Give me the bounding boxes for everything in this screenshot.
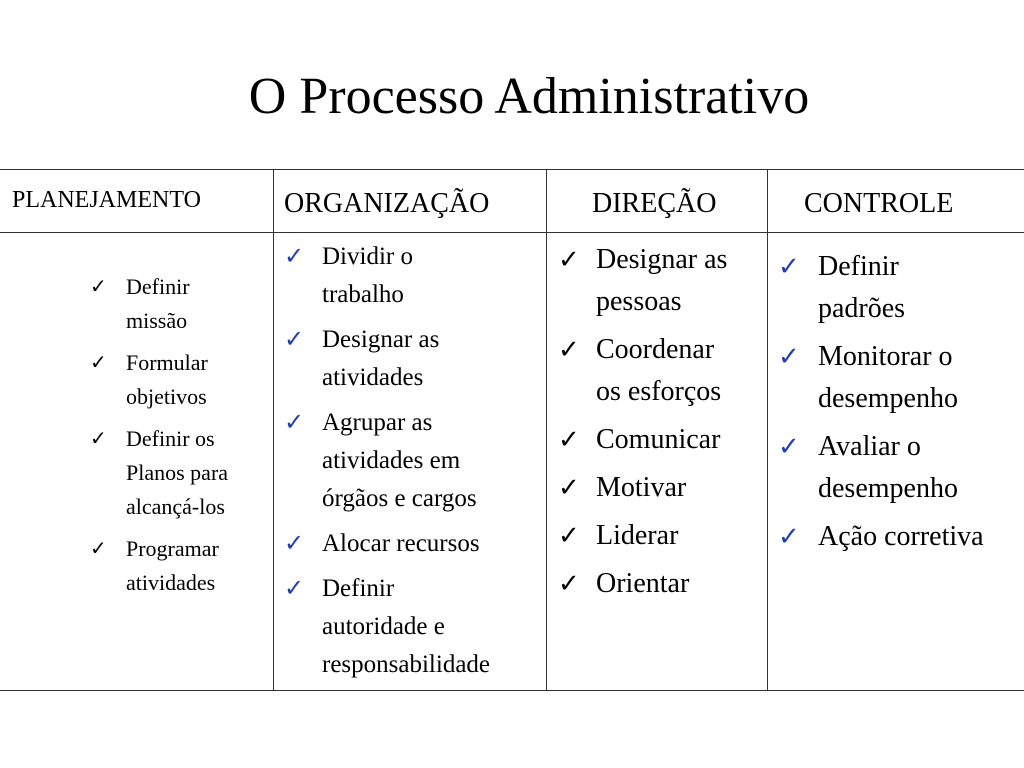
table-top-rule xyxy=(0,169,1024,170)
list-item-line: padrões xyxy=(818,293,906,324)
organizacao-list xyxy=(284,238,544,691)
list-item-text xyxy=(818,426,1024,510)
checkmark-icon: ✓ xyxy=(90,276,107,298)
list-item-line: Comunicar xyxy=(596,424,721,455)
list-item xyxy=(90,532,270,600)
column-divider xyxy=(546,169,547,691)
list-item-text xyxy=(596,515,766,557)
list-item-line: trabalho xyxy=(322,281,404,308)
list-item-line: Agrupar as xyxy=(322,409,433,436)
list-item-line: Definir os xyxy=(126,426,215,451)
list-item xyxy=(778,336,1024,420)
list-item-text xyxy=(322,238,544,314)
list-item-line: Alocar recursos xyxy=(322,530,480,557)
list-item-text xyxy=(126,270,270,338)
checkmark-icon: ✓ xyxy=(778,432,800,461)
list-item-line: Orientar xyxy=(596,568,690,599)
list-item xyxy=(284,238,544,314)
list-item-line: Definir xyxy=(818,251,899,282)
list-item xyxy=(90,346,270,414)
header-direcao: DIREÇÃO xyxy=(592,188,717,219)
checkmark-icon: ✓ xyxy=(558,569,580,598)
header-planejamento: PLANEJAMENTO xyxy=(12,187,201,213)
list-item xyxy=(558,419,766,461)
list-item xyxy=(90,422,270,524)
planejamento-list xyxy=(90,270,270,608)
checkmark-icon: ✓ xyxy=(558,473,580,502)
list-item-line: missão xyxy=(126,308,188,333)
column-divider xyxy=(273,169,274,691)
column-divider xyxy=(767,169,768,691)
list-item-line: Motivar xyxy=(596,472,687,503)
checkmark-icon: ✓ xyxy=(284,410,305,436)
list-item xyxy=(778,246,1024,330)
list-item xyxy=(284,404,544,518)
list-item-line: autoridade e xyxy=(322,613,445,640)
list-item xyxy=(558,563,766,605)
table-header-rule xyxy=(0,232,1024,233)
list-item xyxy=(558,467,766,509)
list-item-line: Ação corretiva xyxy=(818,521,984,552)
list-item-line: Designar as xyxy=(596,244,728,275)
list-item-line: Programar xyxy=(126,536,219,561)
list-item-line: Coordenar xyxy=(596,334,715,365)
list-item xyxy=(284,525,544,563)
list-item xyxy=(778,426,1024,510)
list-item-text xyxy=(818,516,1024,558)
checkmark-icon: ✓ xyxy=(558,425,580,454)
checkmark-icon: ✓ xyxy=(778,252,800,281)
checkmark-icon: ✓ xyxy=(558,335,580,364)
list-item xyxy=(284,321,544,397)
checkmark-icon: ✓ xyxy=(284,576,305,602)
list-item-line: alcançá-los xyxy=(126,494,225,519)
controle-list xyxy=(778,246,1024,564)
header-controle: CONTROLE xyxy=(804,188,954,219)
list-item-line: atividades xyxy=(126,570,216,595)
list-item-text xyxy=(596,563,766,605)
list-item-line: pessoas xyxy=(596,286,682,317)
list-item xyxy=(558,329,766,413)
list-item-line: desempenho xyxy=(818,473,958,504)
list-item-line: Designar as xyxy=(322,326,440,353)
list-item-text xyxy=(126,346,270,414)
checkmark-icon: ✓ xyxy=(90,428,107,450)
list-item-line: desempenho xyxy=(818,383,958,414)
slide-title: O Processo Administrativo xyxy=(248,68,810,125)
checkmark-icon: ✓ xyxy=(778,342,800,371)
list-item xyxy=(778,516,1024,558)
list-item-line: Definir xyxy=(322,575,395,602)
header-organizacao: ORGANIZAÇÃO xyxy=(284,188,490,219)
list-item-line: Formular xyxy=(126,350,208,375)
direcao-list xyxy=(558,239,766,611)
list-item-line: Dividir o xyxy=(322,243,413,270)
list-item-line: objetivos xyxy=(126,384,207,409)
list-item-text xyxy=(322,570,544,684)
list-item-text xyxy=(322,404,544,518)
list-item-text xyxy=(818,336,1024,420)
list-item xyxy=(90,270,270,338)
checkmark-icon: ✓ xyxy=(558,245,580,274)
list-item-line: Planos para xyxy=(126,460,229,485)
checkmark-icon: ✓ xyxy=(558,521,580,550)
list-item xyxy=(284,570,544,684)
checkmark-icon: ✓ xyxy=(284,327,305,353)
checkmark-icon: ✓ xyxy=(284,244,305,270)
list-item xyxy=(558,515,766,557)
list-item-text xyxy=(818,246,1024,330)
list-item-text xyxy=(126,532,270,600)
list-item-line: Monitorar o xyxy=(818,341,953,372)
list-item xyxy=(558,239,766,323)
list-item-line: Definir xyxy=(126,274,190,299)
checkmark-icon: ✓ xyxy=(90,538,107,560)
list-item-text xyxy=(596,467,766,509)
checkmark-icon: ✓ xyxy=(284,531,305,557)
checkmark-icon: ✓ xyxy=(778,522,800,551)
list-item-line: atividades xyxy=(322,364,424,391)
list-item-text xyxy=(596,419,766,461)
list-item-text xyxy=(322,321,544,397)
list-item-line: os esforços xyxy=(596,376,722,407)
list-item-line: órgãos e cargos xyxy=(322,485,477,512)
list-item-text xyxy=(596,329,766,413)
checkmark-icon: ✓ xyxy=(90,352,107,374)
list-item-text xyxy=(596,239,766,323)
list-item-line: atividades em xyxy=(322,447,461,474)
list-item-line: Avaliar o xyxy=(818,431,921,462)
list-item-text xyxy=(126,422,270,524)
list-item-line: Liderar xyxy=(596,520,679,551)
list-item-text xyxy=(322,525,544,563)
list-item-line: responsabilidade xyxy=(322,651,491,678)
